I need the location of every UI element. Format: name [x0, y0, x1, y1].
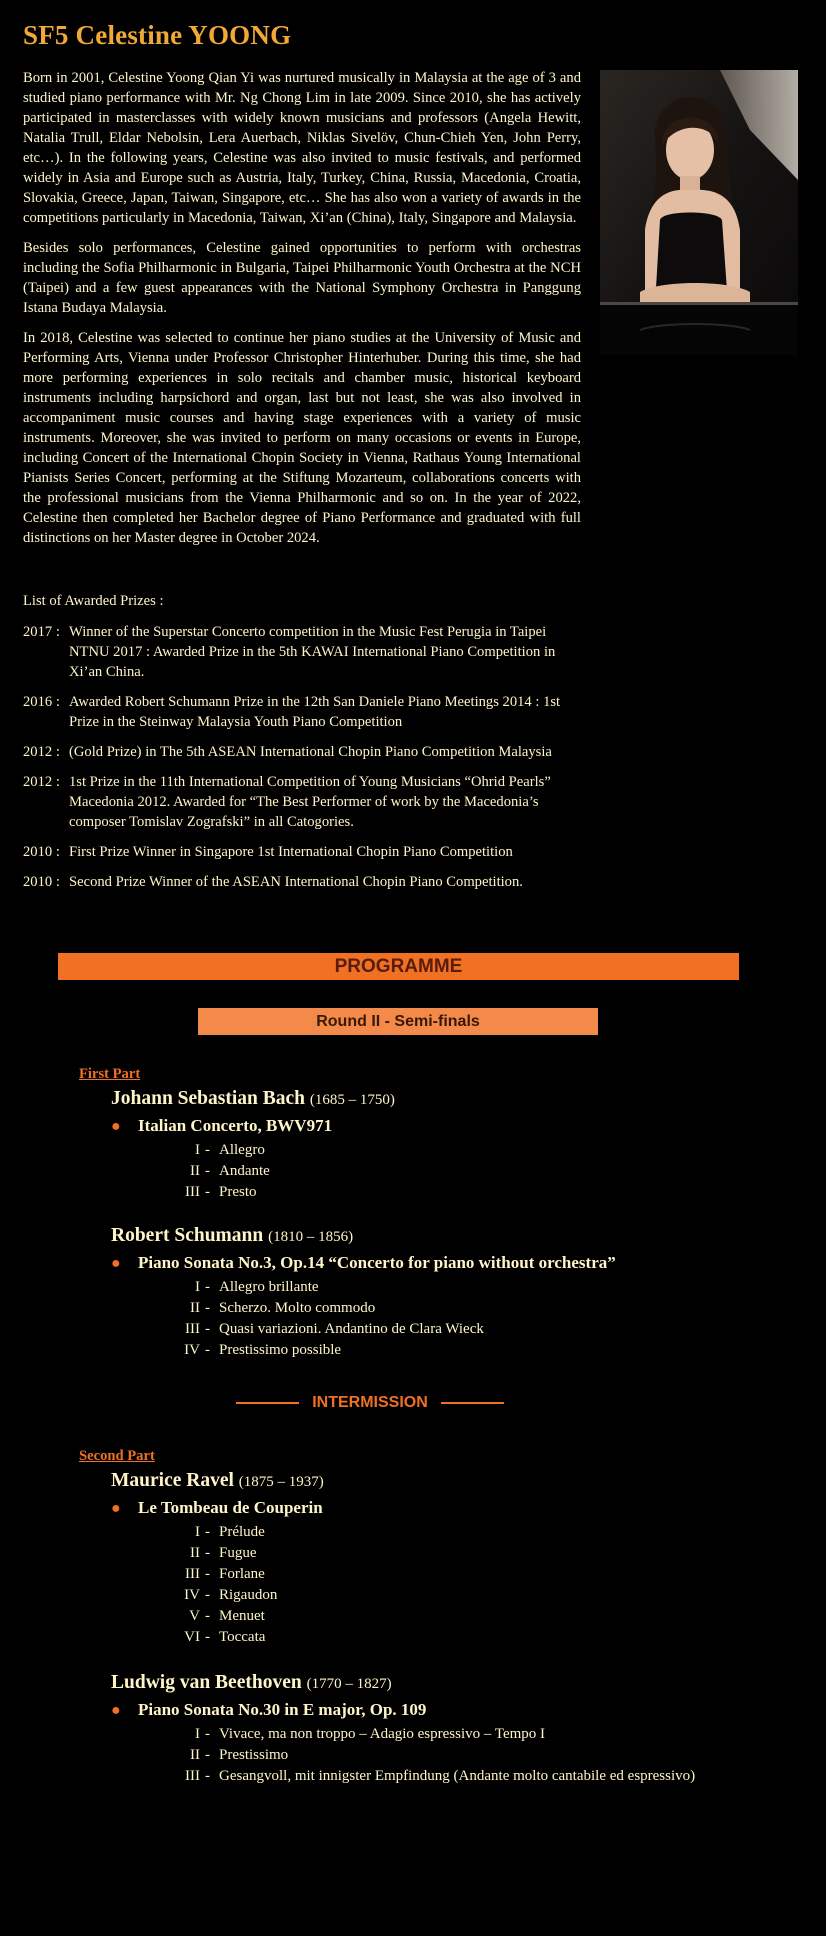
bullet-icon: ● [111, 1500, 121, 1517]
divider-line [441, 1402, 504, 1404]
movement-name: Prestissimo possible [219, 1342, 342, 1358]
bio-paragraph: In 2018, Celestine was selected to continue her piano studies at the University of Music and Performing Arts, Vienna under Professor Christopher Hinterhuber. During this time, she had more performing experiences in solo recitals and chamber music, historical keyboard instruments including harpsichord and organ, last but not least, she was also involved in accompaniment music courses and having stage experiences with a variety of music instruments. Moreover, she was invited to perform on many occasions or events in Europe, including Concert of the International Chopin Society in Vienna, Rathaus Young International Pianists Series Concert, performing at the Stiftung Mozarteum, collaborations concerts with the professional musicians from the Vienna Philharmonic and so on. In the year of 2022, Celestine then completed her Bachelor degree of Piano Performance and graduated with full distinctions on her Master degree in October 2024. [23, 330, 581, 546]
bullet-icon: ● [111, 1118, 121, 1135]
movement-name: Fugue [219, 1545, 257, 1561]
prize-text: Awarded Robert Schumann Prize in the 12th San Daniele Piano Meetings 2014 : 1st Prize in the Steinway Malaysia Youth Piano Competition [69, 694, 561, 730]
part-label-second: Second Part [79, 1448, 155, 1464]
movement-name: Prélude [219, 1524, 265, 1540]
intermission-divider [236, 1394, 504, 1412]
intermission-label: INTERMISSION [312, 1394, 428, 1411]
round-banner: Round II - Semi-finals [198, 1008, 598, 1035]
bio-paragraph: Born in 2001, Celestine Yoong Qian Yi was nurtured musically in Malaysia at the age of 3 and studied piano performance with Mr. Ng Chong Lim in late 2009. Since 2010, she has actively participated in masterclasses with widely known musicians and professors (Angela Hewitt, Natalia Trull, Eldar Nebolsin, Lera Auerbach, Niklas Sivelöv, Chun-Chieh Yen, John Perry, etc…). In the following years, Celestine was also invited to music festivals, and performed widely in Asia and Europe such as Austria, Italy, Turkey, China, Russia, Macedonia, Croatia, Slovakia, Greece, Japan, Taiwan, Singapore, etc… She has also won a variety of awards in the competitions particularly in Macedonia, Taiwan, Xi’an (China), Italy, Singapore and Malaysia. [23, 70, 581, 226]
movement [162, 1543, 277, 1564]
movement-name: Gesangvoll, mit innigster Empfindung (Andante molto cantabile ed espressivo) [219, 1768, 696, 1784]
movement-list [162, 1522, 277, 1648]
movement-number: II [190, 1163, 200, 1179]
movement-dash: - [205, 1629, 210, 1645]
prize-item [23, 622, 583, 682]
movement-number: II [190, 1747, 200, 1763]
movement-dash: - [205, 1142, 210, 1158]
movement-number: VI [184, 1629, 200, 1645]
movement-name: Toccata [219, 1629, 266, 1645]
composer-heading [111, 1088, 395, 1110]
movement [162, 1340, 484, 1361]
movement [162, 1182, 270, 1203]
programme-banner: PROGRAMME [58, 953, 739, 980]
movement-name: Andante [219, 1163, 270, 1179]
portrait-image [600, 70, 798, 355]
movement-name: Prestissimo [219, 1747, 289, 1763]
movement [162, 1606, 277, 1627]
work-title [111, 1253, 616, 1273]
prize-item [23, 872, 583, 892]
movement-number: III [185, 1768, 200, 1784]
movement [162, 1627, 277, 1648]
work-title [111, 1700, 426, 1720]
movement-number: I [195, 1142, 200, 1158]
work-title [111, 1498, 323, 1518]
movement-dash: - [205, 1279, 210, 1295]
prize-item [23, 842, 583, 862]
movement [162, 1724, 695, 1745]
movement-number: I [195, 1524, 200, 1540]
movement-name: Forlane [219, 1566, 265, 1582]
composer-heading [111, 1470, 324, 1492]
movement-dash: - [205, 1163, 210, 1179]
divider-line [236, 1402, 299, 1404]
prize-year: 2016 : [23, 694, 60, 710]
movement-name: Scherzo. Molto commodo [219, 1300, 376, 1316]
movement-number: III [185, 1566, 200, 1582]
composer-heading [111, 1225, 353, 1247]
movement-dash: - [205, 1545, 210, 1561]
prize-text: Second Prize Winner of the ASEAN International Chopin Piano Competition. [69, 874, 523, 890]
movement [162, 1564, 277, 1585]
movement [162, 1161, 270, 1182]
movement-dash: - [205, 1608, 210, 1624]
prize-text: (Gold Prize) in The 5th ASEAN International Chopin Piano Competition Malaysia [69, 744, 552, 760]
movement [162, 1585, 277, 1606]
movement-number: I [195, 1726, 200, 1742]
composer-dates: (1875 – 1937) [238, 1474, 324, 1490]
bullet-icon: ● [111, 1255, 121, 1272]
movement [162, 1319, 484, 1340]
movement-number: III [185, 1321, 200, 1337]
performer-photo [600, 70, 798, 355]
movement-name: Quasi variazioni. Andantino de Clara Wieck [219, 1321, 484, 1337]
movement-number: I [195, 1279, 200, 1295]
movement-dash: - [205, 1524, 210, 1540]
prize-text: First Prize Winner in Singapore 1st International Chopin Piano Competition [69, 844, 513, 860]
movement-name: Rigaudon [219, 1587, 278, 1603]
movement-number: IV [184, 1587, 200, 1603]
movement-number: III [185, 1184, 200, 1200]
prize-year: 2012 : [23, 774, 60, 790]
movement-name: Vivace, ma non troppo – Adagio espressivo – Tempo I [219, 1726, 546, 1742]
performer-title: SF5 Celestine YOONG [23, 20, 292, 50]
prize-text: 1st Prize in the 11th International Competition of Young Musicians “Ohrid Pearls” Macedonia 2012. Awarded for “The Best Performer of work by the Macedonia’s composer Tomislav Zografski” in all Catogories. [69, 774, 551, 830]
movement-name: Menuet [219, 1608, 265, 1624]
movement-name: Allegro [219, 1142, 265, 1158]
movement-name: Allegro brillante [219, 1279, 319, 1295]
prize-year: 2010 : [23, 874, 60, 890]
bullet-icon: ● [111, 1702, 121, 1719]
biography [23, 68, 581, 558]
prizes-heading: List of Awarded Prizes : [23, 593, 164, 609]
work-title [111, 1116, 332, 1136]
work-name: Italian Concerto, BWV971 [138, 1116, 333, 1135]
awarded-prizes [23, 591, 583, 902]
movement-number: II [190, 1545, 200, 1561]
movement-list [162, 1724, 695, 1787]
prize-text: Winner of the Superstar Concerto competition in the Music Fest Perugia in Taipei NTNU 2017 : Awarded Prize in the 5th KAWAI International Piano Competition in Xi’an China. [69, 624, 556, 680]
movement [162, 1745, 695, 1766]
movement [162, 1277, 484, 1298]
prize-year: 2012 : [23, 744, 60, 760]
prize-item [23, 742, 583, 762]
movement-dash: - [205, 1747, 210, 1763]
work-name: Le Tombeau de Couperin [138, 1498, 323, 1517]
composer-heading [111, 1672, 392, 1694]
movement-dash: - [205, 1184, 210, 1200]
movement-number: V [189, 1608, 200, 1624]
prize-item [23, 692, 583, 732]
movement [162, 1522, 277, 1543]
movement [162, 1140, 270, 1161]
composer-dates: (1685 – 1750) [309, 1092, 395, 1108]
prize-year: 2010 : [23, 844, 60, 860]
bio-paragraph: Besides solo performances, Celestine gained opportunities to perform with orchestras including the Sofia Philharmonic in Bulgaria, Taipei Philharmonic Youth Orchestra at the NCH (Taipei) and a few guest appearances with the National Symphony Orchestra in Panggung Istana Budaya Malaysia. [23, 240, 581, 316]
movement-dash: - [205, 1321, 210, 1337]
movement-list [162, 1277, 484, 1361]
movement-dash: - [205, 1342, 210, 1358]
composer-dates: (1810 – 1856) [268, 1229, 354, 1245]
movement-dash: - [205, 1726, 210, 1742]
movement-number: IV [184, 1342, 200, 1358]
prize-year: 2017 : [23, 624, 60, 640]
work-name: Piano Sonata No.30 in E major, Op. 109 [138, 1700, 427, 1719]
movement-dash: - [205, 1587, 210, 1603]
movement-list [162, 1140, 270, 1203]
movement [162, 1766, 695, 1787]
composer-name: Ludwig van Beethoven [111, 1672, 302, 1693]
movement-number: II [190, 1300, 200, 1316]
composer-name: Maurice Ravel [111, 1470, 234, 1491]
composer-name: Johann Sebastian Bach [111, 1088, 305, 1109]
movement-name: Presto [219, 1184, 257, 1200]
movement [162, 1298, 484, 1319]
part-label-first: First Part [79, 1066, 141, 1082]
movement-dash: - [205, 1300, 210, 1316]
prize-item [23, 772, 583, 832]
composer-name: Robert Schumann [111, 1225, 264, 1246]
movement-dash: - [205, 1768, 210, 1784]
composer-dates: (1770 – 1827) [306, 1676, 392, 1692]
movement-dash: - [205, 1566, 210, 1582]
work-name: Piano Sonata No.3, Op.14 “Concerto for piano without orchestra” [138, 1253, 616, 1272]
